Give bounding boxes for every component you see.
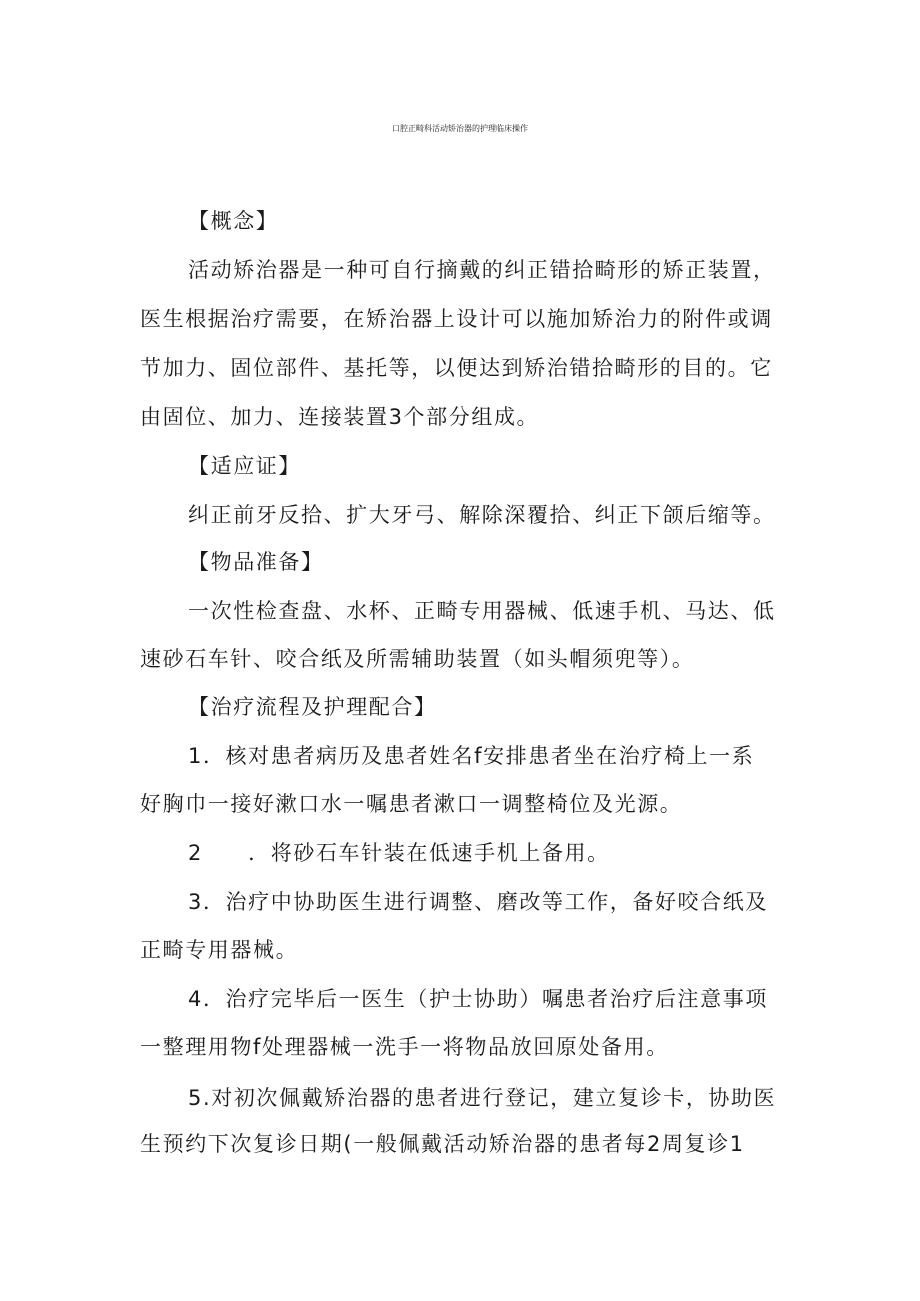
step-line: 好胸巾一接好漱口水一嘱患者漱口一调整椅位及光源。: [140, 792, 683, 816]
step-line: 4．治疗完毕后一医生（护士协助）嘱患者治疗后注意事项: [188, 987, 768, 1011]
step-line: 生预约下次复诊日期(一般佩戴活动矫治器的患者每2周复诊1: [140, 1132, 745, 1156]
step-line: 1．核对患者病历及患者姓名f安排患者坐在治疗椅上一系: [188, 744, 755, 768]
paragraph-line: 速砂石车针、咬合纸及所需辅助装置（如头帽须兜等）。: [140, 647, 695, 671]
paragraph-line: 纠正前牙反拾、扩大牙弓、解除深覆拾、纠正下颌后缩等。: [188, 503, 776, 527]
section-heading-preparation: 【物品准备】: [188, 550, 324, 574]
section-heading-procedure: 【治疗流程及护理配合】: [188, 695, 437, 719]
paragraph-line: 一次性检查盘、水杯、正畸专用器械、低速手机、马达、低: [188, 599, 776, 623]
section-heading-concept: 【概念】: [188, 209, 279, 233]
step-line: 2 ．将砂石车针装在低速手机上备用。: [188, 841, 610, 865]
paragraph-line: 医生根据治疗需要，在矫治器上设计可以施加矫治力的附件或调: [140, 307, 773, 331]
step-line: 一整理用物f处理器械一洗手一将物品放回原处备用。: [140, 1035, 669, 1059]
paragraph-line: 由固位、加力、连接装置3个部分组成。: [140, 405, 540, 429]
step-line: 3．治疗中协助医生进行调整、磨改等工作，备好咬合纸及: [188, 890, 768, 914]
document-title: 口腔正畸科活动矫治器的护理临床操作: [392, 124, 528, 133]
step-line: 5.对初次佩戴矫治器的患者进行登记，建立复诊卡，协助医: [188, 1086, 777, 1110]
step-line: 正畸专用器械。: [140, 938, 299, 962]
section-heading-indications: 【适应证】: [188, 454, 301, 478]
paragraph-line: 活动矫治器是一种可自行摘戴的纠正错拾畸形的矫正装置，: [188, 258, 776, 282]
paragraph-line: 节加力、固位部件、基托等，以便达到矫治错拾畸形的目的。它: [140, 356, 773, 380]
